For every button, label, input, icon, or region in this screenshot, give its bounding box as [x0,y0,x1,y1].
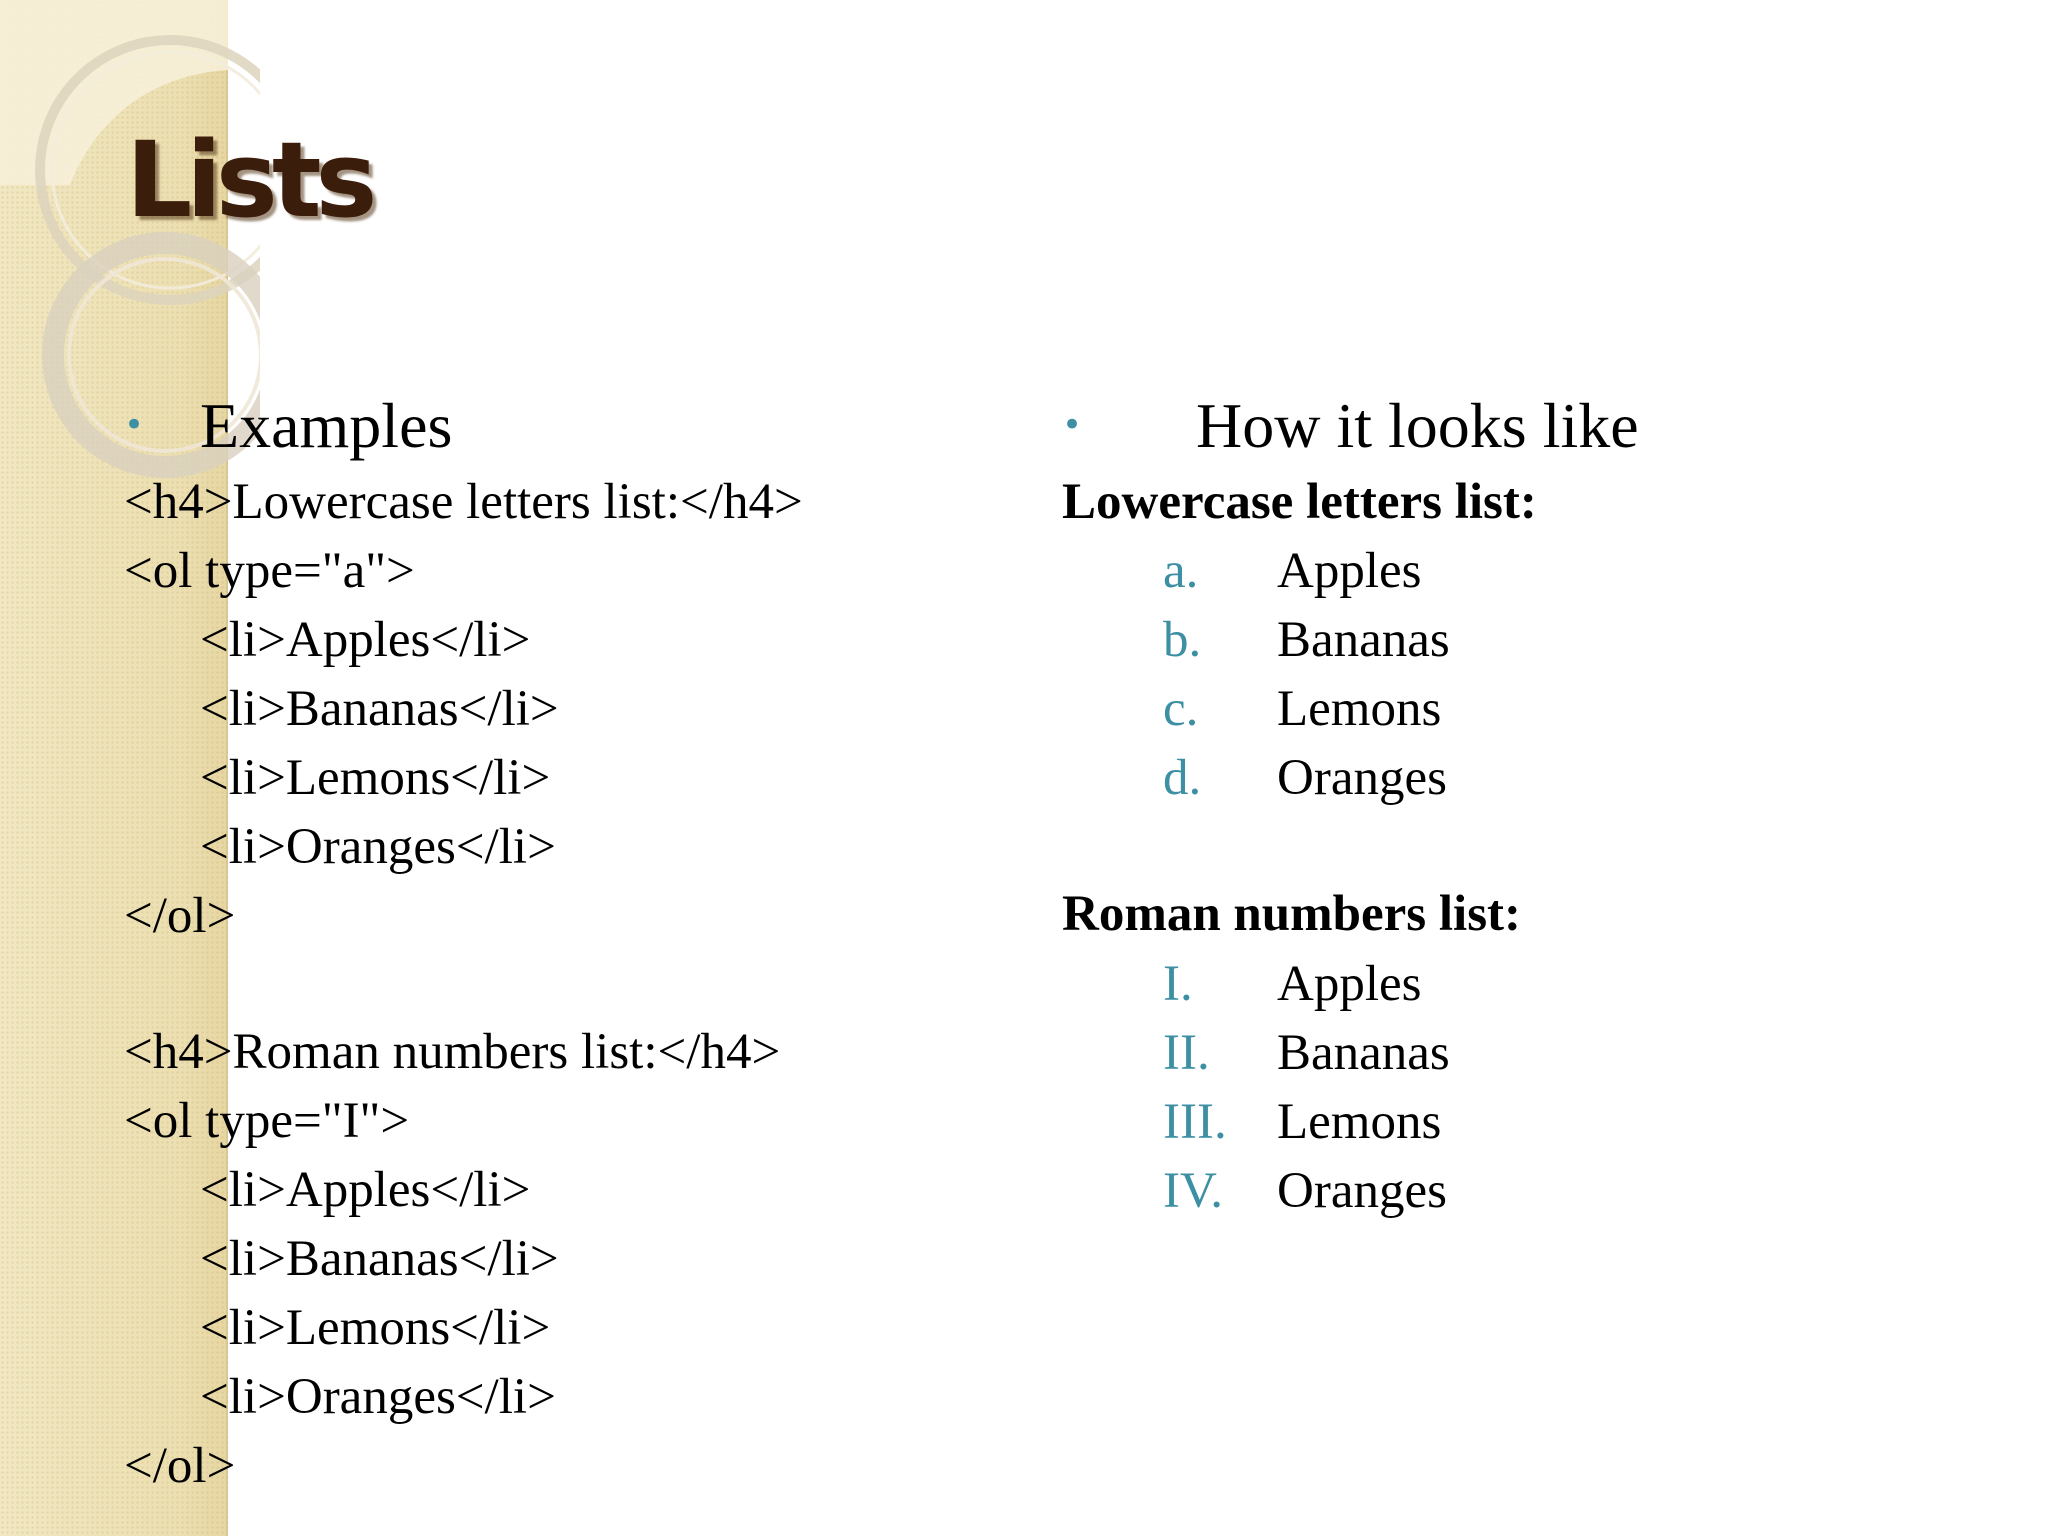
code-line: <li>Apples</li> [200,612,531,668]
bullet-icon: • [1062,405,1083,445]
list-marker: IV. [1163,1163,1223,1219]
rendered-list-heading: Roman numbers list: [1062,886,1522,942]
list-marker: II. [1163,1025,1210,1081]
list-item: Lemons [1277,1094,1442,1150]
code-line: <li>Apples</li> [200,1162,531,1218]
list-item: Oranges [1277,1163,1447,1219]
code-line: <li>Lemons</li> [200,750,551,806]
rendered-list-heading: Lowercase letters list: [1062,474,1537,530]
code-line: <h4>Lowercase letters list:</h4> [124,474,803,530]
list-marker: a. [1163,543,1199,599]
list-item: Bananas [1277,612,1450,668]
list-marker: III. [1163,1094,1227,1150]
list-item: Lemons [1277,681,1442,737]
code-line: <li>Oranges</li> [200,819,556,875]
examples-heading: Examples [200,390,453,461]
bullet-icon: • [124,405,145,445]
code-line: </ol> [124,888,236,944]
code-line: <ol type="I"> [124,1093,410,1149]
list-marker: c. [1163,681,1199,737]
code-line: <li>Oranges</li> [200,1369,556,1425]
code-line: <h4>Roman numbers list:</h4> [124,1024,781,1080]
code-line: </ol> [124,1438,236,1494]
code-line: <li>Bananas</li> [200,1231,559,1287]
code-line: <li>Lemons</li> [200,1300,551,1356]
how-it-looks-heading: How it looks like [1196,390,1639,461]
code-line: <ol type="a"> [124,543,415,599]
list-item: Bananas [1277,1025,1450,1081]
list-marker: I. [1163,956,1193,1012]
slide-title: Lists [126,119,372,241]
list-item: Apples [1277,543,1422,599]
list-marker: b. [1163,612,1202,668]
list-item: Oranges [1277,750,1447,806]
code-line: <li>Bananas</li> [200,681,559,737]
list-marker: d. [1163,750,1202,806]
list-item: Apples [1277,956,1422,1012]
